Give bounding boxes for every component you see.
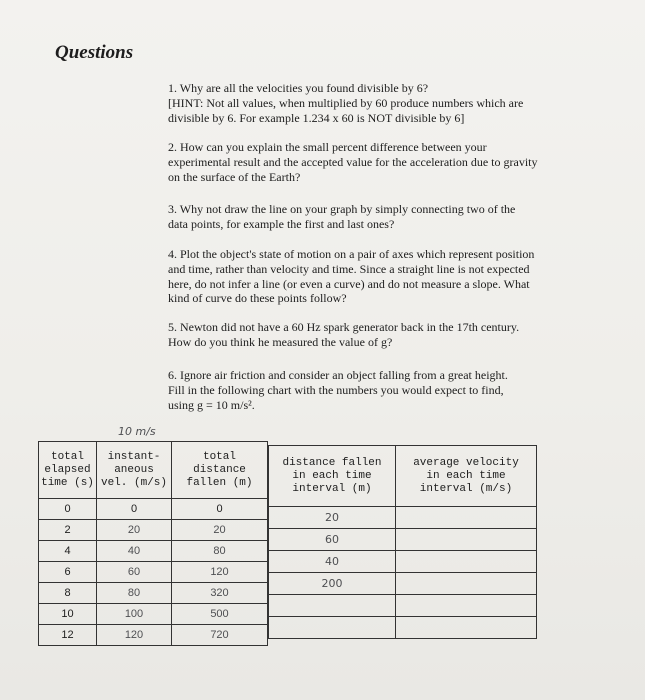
velocity-cell[interactable]: 100 xyxy=(97,604,172,625)
velocity-cell[interactable]: 60 xyxy=(97,562,172,583)
page-heading: Questions xyxy=(55,42,134,63)
table-row xyxy=(269,595,537,617)
interval-distance-cell[interactable] xyxy=(269,617,396,639)
header-line: average velocity xyxy=(413,456,519,469)
velocity-cell[interactable]: 120 xyxy=(97,625,172,646)
question-line: data points, for example the first and last ones? xyxy=(168,216,395,231)
handwritten-unit-note: 10 m/s xyxy=(118,425,156,438)
question-line: How do you think he measured the value of g? xyxy=(168,334,393,349)
interval-table xyxy=(268,445,537,639)
header-line: distance fallen xyxy=(282,456,382,469)
question-line: 2. How can you explain the small percent difference between your xyxy=(168,140,487,154)
header-line: total xyxy=(202,450,236,463)
time-cell: 10 xyxy=(39,604,97,625)
distance-cell[interactable]: 500 xyxy=(172,604,268,625)
distance-cell[interactable]: 720 xyxy=(172,625,268,646)
table-row xyxy=(39,541,268,562)
average-velocity-cell[interactable] xyxy=(396,573,537,595)
header-line: instant- xyxy=(107,450,161,463)
velocity-cell[interactable]: 20 xyxy=(97,520,172,541)
velocity-cell[interactable]: 0 xyxy=(97,499,172,520)
question-line: Fill in the following chart with the numbers you would expect to find, xyxy=(168,382,504,397)
table-row xyxy=(269,573,537,595)
interval-distance-cell[interactable]: 200 xyxy=(269,573,396,595)
question-5 xyxy=(168,320,568,350)
interval-distance-cell[interactable]: 60 xyxy=(269,529,396,551)
question-line: and time, rather than velocity and time. Since a straight line is not expected xyxy=(168,261,530,276)
question-line: [HINT: Not all values, when multiplied by 60 produce numbers which are xyxy=(168,95,524,110)
question-line: using g = 10 m/s². xyxy=(168,397,255,412)
table-row xyxy=(39,583,268,604)
header-instantaneous-velocity xyxy=(97,442,172,499)
time-cell: 6 xyxy=(39,562,97,583)
interval-distance-cell[interactable]: 40 xyxy=(269,551,396,573)
distance-cell[interactable]: 0 xyxy=(172,499,268,520)
interval-distance-cell[interactable]: 20 xyxy=(269,507,396,529)
table-row xyxy=(39,520,268,541)
header-total-elapsed-time xyxy=(39,442,97,499)
average-velocity-cell[interactable] xyxy=(396,507,537,529)
question-2 xyxy=(168,140,568,184)
question-line: divisible by 6. For example 1.234 x 60 is NOT divisible by 6] xyxy=(168,110,465,125)
header-line: aneous xyxy=(114,463,154,476)
time-velocity-distance-table xyxy=(38,441,268,646)
time-cell: 4 xyxy=(39,541,97,562)
average-velocity-cell[interactable] xyxy=(396,551,537,573)
header-total-distance-fallen xyxy=(172,442,268,499)
table-row xyxy=(269,551,537,573)
header-line: in each time xyxy=(292,469,372,482)
header-line: fallen (m) xyxy=(186,476,253,489)
table-row xyxy=(269,529,537,551)
question-line: here, do not infer a line (or even a curve) and do not measure a slope. What xyxy=(168,276,530,291)
question-line: 1. Why are all the velocities you found divisible by 6? xyxy=(168,81,429,95)
question-line: experimental result and the accepted value for the acceleration due to gravity xyxy=(168,154,538,169)
header-line: total xyxy=(50,450,84,463)
question-line: 5. Newton did not have a 60 Hz spark generator back in the 17th century. xyxy=(168,320,520,334)
question-line: on the surface of the Earth? xyxy=(168,169,301,184)
table-row xyxy=(269,507,537,529)
table-row xyxy=(269,617,537,639)
table-header-row xyxy=(39,442,268,499)
time-cell: 12 xyxy=(39,625,97,646)
time-cell: 8 xyxy=(39,583,97,604)
header-distance-per-interval xyxy=(269,446,396,507)
table-row xyxy=(39,604,268,625)
question-4 xyxy=(168,247,568,306)
table-row xyxy=(39,499,268,520)
average-velocity-cell[interactable] xyxy=(396,529,537,551)
question-1 xyxy=(168,81,568,125)
header-line: in each time xyxy=(426,469,506,482)
header-line: interval (m/s) xyxy=(419,482,513,495)
table-row xyxy=(39,625,268,646)
interval-distance-cell[interactable] xyxy=(269,595,396,617)
distance-cell[interactable]: 120 xyxy=(172,562,268,583)
time-cell: 2 xyxy=(39,520,97,541)
velocity-cell[interactable]: 80 xyxy=(97,583,172,604)
question-line: kind of curve do these points follow? xyxy=(168,291,347,306)
velocity-cell[interactable]: 40 xyxy=(97,541,172,562)
time-cell: 0 xyxy=(39,499,97,520)
header-line: interval (m) xyxy=(292,482,372,495)
question-line: 4. Plot the object's state of motion on a pair of axes which represent position xyxy=(168,247,535,261)
question-line: 3. Why not draw the line on your graph by simply connecting two of the xyxy=(168,202,516,216)
question-3 xyxy=(168,202,568,232)
distance-cell[interactable]: 80 xyxy=(172,541,268,562)
header-line: elapsed xyxy=(44,463,91,476)
table-row xyxy=(39,562,268,583)
distance-cell[interactable]: 320 xyxy=(172,583,268,604)
question-6 xyxy=(168,368,568,412)
question-line: 6. Ignore air friction and consider an object falling from a great height. xyxy=(168,368,508,382)
header-line: vel. (m/s) xyxy=(100,476,167,489)
header-average-velocity xyxy=(396,446,537,507)
header-line: distance xyxy=(193,463,246,476)
table-header-row xyxy=(269,446,537,507)
average-velocity-cell[interactable] xyxy=(396,595,537,617)
header-line: time (s) xyxy=(41,476,94,489)
average-velocity-cell[interactable] xyxy=(396,617,537,639)
distance-cell[interactable]: 20 xyxy=(172,520,268,541)
